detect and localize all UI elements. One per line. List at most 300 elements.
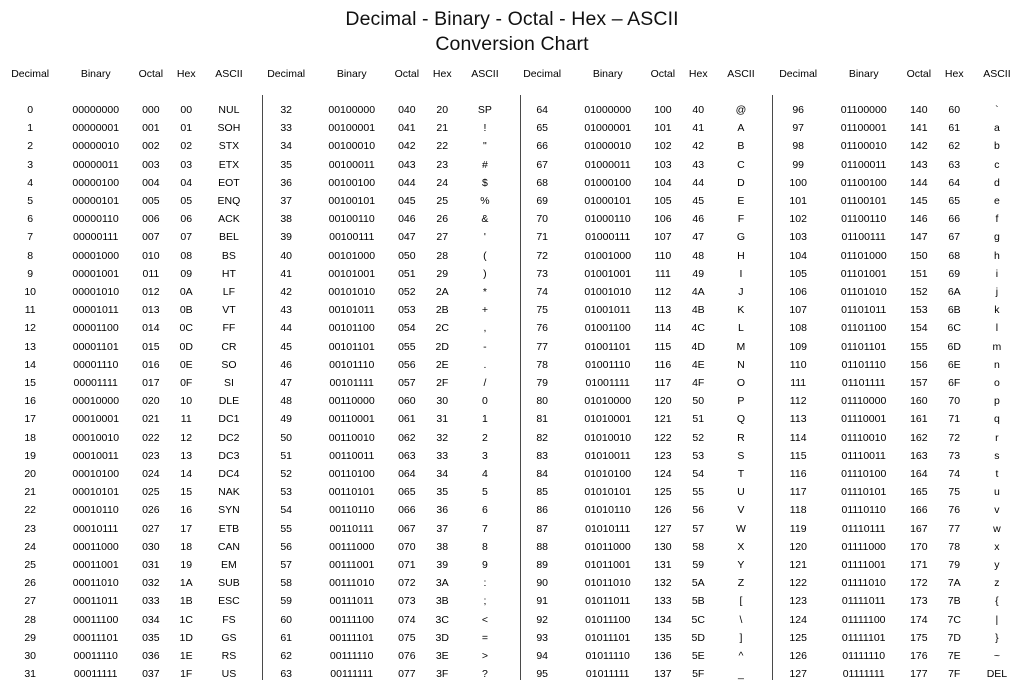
cell-ascii: C	[737, 158, 745, 171]
cell-octal: 056	[398, 358, 416, 371]
cell-binary: 01110110	[841, 504, 886, 517]
table-row	[256, 174, 512, 192]
cell-ascii: Z	[737, 577, 745, 590]
table-row	[256, 629, 512, 647]
cell-octal: 002	[142, 140, 160, 153]
cell-hex: 69	[948, 267, 961, 280]
cell-ascii: a	[994, 122, 1000, 135]
cell-binary: 01110000	[841, 395, 887, 408]
table-row	[256, 538, 512, 556]
table-row	[256, 556, 512, 574]
cell-hex: 62	[948, 140, 961, 153]
cell-decimal: 37	[280, 195, 293, 208]
cell-hex: 04	[180, 176, 193, 189]
cell-decimal: 92	[536, 613, 549, 626]
cell-decimal: 38	[280, 213, 293, 226]
cell-ascii: ;	[483, 595, 487, 608]
cell-binary: 00011010	[72, 577, 119, 590]
table-row	[768, 356, 1024, 374]
cell-hex: 29	[436, 267, 449, 280]
cell-hex: 17	[180, 522, 193, 535]
table-row	[768, 210, 1024, 228]
cell-hex: 14	[180, 468, 193, 481]
cell-octal: 101	[654, 122, 672, 135]
cell-octal: 127	[654, 522, 672, 535]
cell-octal: 102	[654, 140, 672, 153]
cell-decimal: 0	[27, 104, 34, 116]
cell-hex: 11	[180, 413, 192, 426]
cell-binary: 01010010	[584, 431, 632, 444]
cell-hex: 4F	[692, 377, 705, 390]
cell-binary: 00101111	[329, 377, 374, 390]
cell-hex: 4A	[691, 286, 705, 299]
cell-decimal: 63	[280, 668, 293, 681]
cell-binary: 01100011	[841, 158, 887, 171]
cell-binary: 01011000	[584, 540, 631, 553]
column-header-hex: Hex	[944, 68, 964, 80]
cell-ascii: G	[736, 231, 745, 244]
cell-hex: 5E	[691, 650, 705, 663]
cell-octal: 126	[654, 504, 672, 517]
cell-octal: 121	[654, 413, 672, 426]
cell-ascii: 0	[482, 395, 488, 408]
cell-ascii: s	[994, 449, 1000, 462]
cell-hex: 3D	[435, 631, 449, 644]
cell-hex: 36	[436, 504, 449, 517]
cell-ascii: DEL	[986, 668, 1008, 681]
cell-decimal: 88	[536, 540, 549, 553]
column-header-ascii: ASCII	[727, 68, 755, 80]
cell-hex: 24	[436, 176, 449, 189]
cell-octal: 136	[654, 650, 672, 663]
table-row	[256, 465, 512, 483]
cell-octal: 016	[142, 358, 160, 371]
cell-octal: 147	[910, 231, 928, 244]
table-row	[768, 465, 1024, 483]
cell-hex: 58	[692, 540, 705, 553]
cell-ascii: h	[994, 249, 1000, 262]
cell-decimal: 1	[27, 122, 34, 135]
title-line-2: Conversion Chart	[435, 33, 589, 55]
cell-decimal: 81	[536, 413, 549, 426]
cell-ascii: DC1	[218, 413, 240, 426]
cell-decimal: 4	[27, 176, 34, 189]
cell-hex: 78	[948, 540, 961, 553]
cell-ascii: +	[481, 304, 488, 317]
cell-hex: 0A	[179, 286, 193, 299]
cell-binary: 00001101	[72, 340, 119, 353]
cell-decimal: 75	[536, 304, 549, 317]
cell-hex: 0F	[180, 377, 193, 390]
cell-ascii: SUB	[218, 577, 240, 590]
cell-decimal: 61	[280, 631, 293, 644]
cell-decimal: 99	[792, 158, 805, 171]
table-row	[768, 228, 1024, 246]
cell-binary: 01001000	[584, 249, 632, 262]
cell-ascii: U	[737, 486, 745, 499]
cell-hex: 7E	[947, 650, 961, 663]
cell-decimal: 121	[789, 559, 807, 572]
cell-ascii: J	[738, 286, 744, 299]
cell-octal: 141	[910, 122, 928, 135]
cell-octal: 155	[910, 340, 928, 353]
cell-octal: 150	[910, 249, 928, 262]
cell-hex: 3B	[435, 595, 449, 608]
column-header-binary: Binary	[80, 68, 111, 80]
cell-octal: 015	[142, 340, 160, 353]
table-row	[256, 665, 512, 683]
column-header-ascii: ASCII	[471, 68, 499, 80]
cell-hex: 2D	[435, 340, 449, 353]
cell-binary: 00110011	[329, 449, 375, 462]
cell-ascii: c	[994, 158, 1000, 171]
cell-binary: 00011011	[73, 595, 119, 608]
cell-decimal: 72	[536, 249, 549, 262]
cell-hex: 65	[948, 195, 961, 208]
cell-ascii: DLE	[218, 395, 240, 408]
table-row	[512, 101, 768, 119]
cell-decimal: 126	[789, 650, 807, 663]
cell-decimal: 94	[536, 650, 549, 663]
cell-decimal: 76	[536, 322, 549, 335]
cell-hex: 4B	[691, 304, 705, 317]
cell-binary: 01010011	[584, 449, 631, 462]
table-row	[256, 137, 512, 155]
table-row	[768, 520, 1024, 538]
cell-decimal: 110	[789, 358, 807, 371]
cell-hex: 2B	[435, 304, 449, 317]
cell-hex: 67	[948, 231, 961, 244]
cell-octal: 031	[142, 559, 160, 572]
table-row	[0, 501, 256, 519]
cell-ascii: f	[995, 213, 999, 226]
cell-octal: 134	[654, 613, 672, 626]
table-row	[512, 338, 768, 356]
cell-octal: 064	[398, 468, 416, 481]
table-row	[512, 192, 768, 210]
cell-hex: 7B	[947, 595, 961, 608]
cell-binary: 00101110	[329, 358, 375, 371]
cell-decimal: 100	[789, 176, 807, 189]
cell-ascii: N	[737, 358, 745, 371]
cell-ascii: y	[994, 559, 1000, 572]
cell-ascii: E	[737, 195, 745, 208]
cell-binary: 00001010	[72, 286, 120, 299]
cell-octal: 000	[142, 104, 160, 116]
cell-decimal: 64	[536, 104, 549, 116]
table-row	[512, 210, 768, 228]
cell-ascii: :	[483, 577, 487, 590]
cell-ascii: (	[483, 249, 487, 262]
cell-ascii: SI	[223, 377, 234, 390]
cell-binary: 00001111	[73, 377, 118, 390]
table-row	[0, 192, 256, 210]
cell-ascii: FF	[222, 322, 236, 335]
cell-binary: 00011001	[72, 559, 119, 572]
cell-decimal: 33	[280, 122, 293, 135]
cell-hex: 3C	[435, 613, 449, 626]
cell-octal: 146	[910, 213, 928, 226]
cell-decimal: 59	[280, 595, 293, 608]
ascii-table-32-63	[256, 68, 512, 684]
cell-ascii: VT	[222, 304, 236, 317]
cell-hex: 2A	[435, 286, 449, 299]
cell-ascii: q	[994, 413, 1000, 426]
cell-binary: 01101001	[840, 267, 887, 280]
table-row	[768, 338, 1024, 356]
cell-hex: 51	[692, 413, 705, 426]
cell-octal: 033	[142, 595, 160, 608]
cell-octal: 012	[142, 286, 160, 299]
cell-hex: 0D	[179, 340, 193, 353]
table-row	[768, 538, 1024, 556]
cell-octal: 051	[398, 267, 416, 280]
cell-hex: 2C	[435, 322, 449, 335]
cell-ascii: p	[994, 395, 1000, 408]
table-row	[768, 665, 1024, 683]
cell-decimal: 107	[789, 304, 807, 317]
cell-hex: 1E	[179, 650, 193, 663]
cell-octal: 105	[654, 195, 672, 208]
cell-octal: 152	[910, 286, 928, 299]
cell-ascii: P	[737, 395, 745, 408]
cell-binary: 00101011	[328, 304, 375, 317]
cell-binary: 01110001	[841, 413, 887, 426]
cell-ascii: ,	[483, 322, 487, 335]
cell-binary: 00100110	[328, 213, 375, 226]
cell-octal: 035	[142, 631, 160, 644]
cell-octal: 047	[398, 231, 416, 244]
cell-ascii: !	[483, 122, 487, 135]
table-row	[0, 465, 256, 483]
cell-binary: 01010000	[584, 395, 632, 408]
table-row	[768, 611, 1024, 629]
cell-binary: 01101111	[841, 377, 886, 390]
cell-decimal: 127	[789, 668, 807, 681]
cell-decimal: 95	[536, 668, 549, 681]
column-header-hex: Hex	[432, 68, 452, 80]
cell-hex: 45	[692, 195, 705, 208]
table-row	[768, 592, 1024, 610]
cell-binary: 00010111	[73, 522, 119, 535]
cell-ascii: }	[995, 631, 999, 644]
cell-octal: 077	[398, 668, 416, 681]
cell-hex: 6C	[947, 322, 961, 335]
cell-binary: 00010100	[72, 468, 120, 481]
table-row	[0, 356, 256, 374]
cell-binary: 00111101	[329, 631, 374, 644]
cell-binary: 01110100	[841, 468, 887, 481]
cell-hex: 27	[436, 231, 449, 244]
cell-decimal: 74	[536, 286, 549, 299]
cell-octal: 174	[910, 613, 928, 626]
cell-decimal: 32	[280, 104, 293, 116]
cell-decimal: 97	[792, 122, 805, 135]
cell-ascii: V	[737, 504, 745, 517]
table-row	[256, 210, 512, 228]
cell-octal: 122	[654, 431, 672, 444]
cell-ascii: STX	[218, 140, 240, 153]
cell-octal: 177	[910, 668, 928, 681]
cell-octal: 144	[910, 176, 928, 189]
cell-decimal: 2	[27, 140, 34, 153]
column-header-decimal: Decimal	[11, 68, 50, 80]
cell-hex: 6F	[948, 377, 961, 390]
cell-hex: 26	[436, 213, 449, 226]
cell-ascii: T	[737, 468, 745, 481]
cell-octal: 010	[142, 249, 160, 262]
cell-binary: 01011111	[585, 668, 630, 681]
cell-binary: 00010011	[72, 449, 119, 462]
cell-decimal: 106	[789, 286, 807, 299]
cell-octal: 074	[398, 613, 416, 626]
cell-decimal: 116	[789, 468, 807, 481]
column-header-decimal: Decimal	[523, 68, 562, 80]
cell-ascii: BEL	[218, 231, 239, 244]
cell-binary: 00110101	[328, 486, 375, 499]
cell-octal: 103	[654, 158, 672, 171]
cell-binary: 00110000	[328, 395, 375, 408]
cell-octal: 123	[654, 449, 672, 462]
cell-binary: 00011110	[73, 650, 118, 663]
cell-binary: 00111000	[329, 540, 375, 553]
cell-ascii: GS	[221, 631, 237, 644]
cell-hex: 28	[436, 249, 449, 262]
table-row	[256, 447, 512, 465]
cell-octal: 072	[398, 577, 416, 590]
cell-hex: 50	[692, 395, 705, 408]
cell-decimal: 44	[280, 322, 293, 335]
table-row	[0, 483, 256, 501]
cell-binary: 01001100	[584, 322, 631, 335]
cell-hex: 15	[180, 486, 193, 499]
cell-decimal: 29	[24, 631, 37, 644]
cell-octal: 120	[654, 395, 672, 408]
cell-ascii: LF	[222, 286, 236, 299]
cell-hex: 70	[948, 395, 961, 408]
cell-ascii: M	[736, 340, 746, 353]
column-header-decimal: Decimal	[267, 68, 306, 80]
cell-binary: 01000101	[584, 195, 632, 208]
cell-decimal: 79	[536, 377, 549, 390]
cell-octal: 001	[142, 122, 160, 135]
table-row	[256, 374, 512, 392]
cell-octal: 115	[654, 340, 672, 353]
column-header-hex: Hex	[688, 68, 708, 80]
table-row	[512, 247, 768, 265]
table-row	[768, 647, 1024, 665]
cell-decimal: 9	[27, 267, 34, 280]
cell-binary: 01101000	[840, 249, 887, 262]
cell-hex: 34	[436, 468, 449, 481]
column-header-hex: Hex	[176, 68, 196, 80]
cell-decimal: 18	[24, 431, 37, 444]
table-row	[0, 265, 256, 283]
cell-hex: 07	[180, 231, 193, 244]
cell-binary: 00101000	[328, 249, 376, 262]
cell-hex: 4E	[691, 358, 705, 371]
table-row	[768, 119, 1024, 137]
cell-ascii: HT	[221, 267, 236, 280]
cell-decimal: 119	[789, 522, 807, 535]
cell-decimal: 46	[280, 358, 293, 371]
column-header-binary: Binary	[336, 68, 367, 80]
cell-ascii: &	[481, 213, 489, 226]
cell-ascii: -	[483, 340, 487, 353]
table-row	[512, 265, 768, 283]
cell-hex: 32	[436, 431, 449, 444]
cell-binary: 00001000	[72, 249, 120, 262]
cell-hex: 5A	[691, 577, 705, 590]
cell-ascii: R	[737, 431, 745, 444]
cell-octal: 110	[654, 249, 672, 262]
cell-ascii: x	[994, 540, 1000, 553]
table-row	[256, 483, 512, 501]
cell-hex: 42	[692, 140, 705, 153]
cell-decimal: 125	[789, 631, 807, 644]
cell-octal: 104	[654, 176, 672, 189]
cell-octal: 061	[398, 413, 416, 426]
cell-hex: 38	[436, 540, 449, 553]
cell-hex: 79	[948, 559, 961, 572]
table-row	[0, 228, 256, 246]
cell-hex: 05	[180, 195, 193, 208]
table-row	[512, 283, 768, 301]
table-row	[512, 520, 768, 538]
cell-hex: 37	[436, 522, 449, 535]
cell-octal: 107	[654, 231, 672, 244]
cell-decimal: 93	[536, 631, 549, 644]
cell-binary: 01001001	[584, 267, 632, 280]
cell-hex: 76	[948, 504, 961, 517]
cell-binary: 00101001	[328, 267, 376, 280]
table-row	[512, 374, 768, 392]
cell-octal: 030	[142, 540, 160, 553]
cell-ascii: t	[995, 468, 999, 481]
cell-hex: 33	[436, 449, 449, 462]
cell-ascii: 6	[482, 504, 488, 517]
cell-hex: 01	[180, 122, 193, 135]
cell-ascii: SO	[221, 358, 237, 371]
cell-octal: 060	[398, 395, 416, 408]
column-header-octal: Octal	[394, 68, 420, 80]
column-header-octal: Octal	[138, 68, 164, 80]
cell-binary: 01100000	[840, 104, 887, 116]
cell-octal: 100	[654, 104, 672, 116]
cell-binary: 00000111	[73, 231, 119, 244]
cell-binary: 00001011	[72, 304, 119, 317]
cell-ascii: ETB	[218, 522, 240, 535]
table-row	[0, 410, 256, 428]
cell-hex: 31	[436, 413, 449, 426]
cell-ascii: 2	[482, 431, 488, 444]
cell-ascii: FS	[222, 613, 236, 626]
cell-ascii: W	[735, 522, 746, 535]
cell-hex: 55	[692, 486, 705, 499]
cell-hex: 7D	[947, 631, 961, 644]
cell-hex: 21	[436, 122, 449, 135]
cell-ascii: EOT	[218, 176, 240, 189]
cell-binary: 01110011	[841, 449, 886, 462]
cell-decimal: 52	[280, 468, 293, 481]
table-row	[512, 556, 768, 574]
table-row	[256, 228, 512, 246]
cell-decimal: 55	[280, 522, 293, 535]
table-row	[512, 156, 768, 174]
cell-ascii: b	[994, 140, 1000, 153]
cell-ascii: 9	[482, 559, 488, 572]
cell-binary: 01010101	[584, 486, 632, 499]
